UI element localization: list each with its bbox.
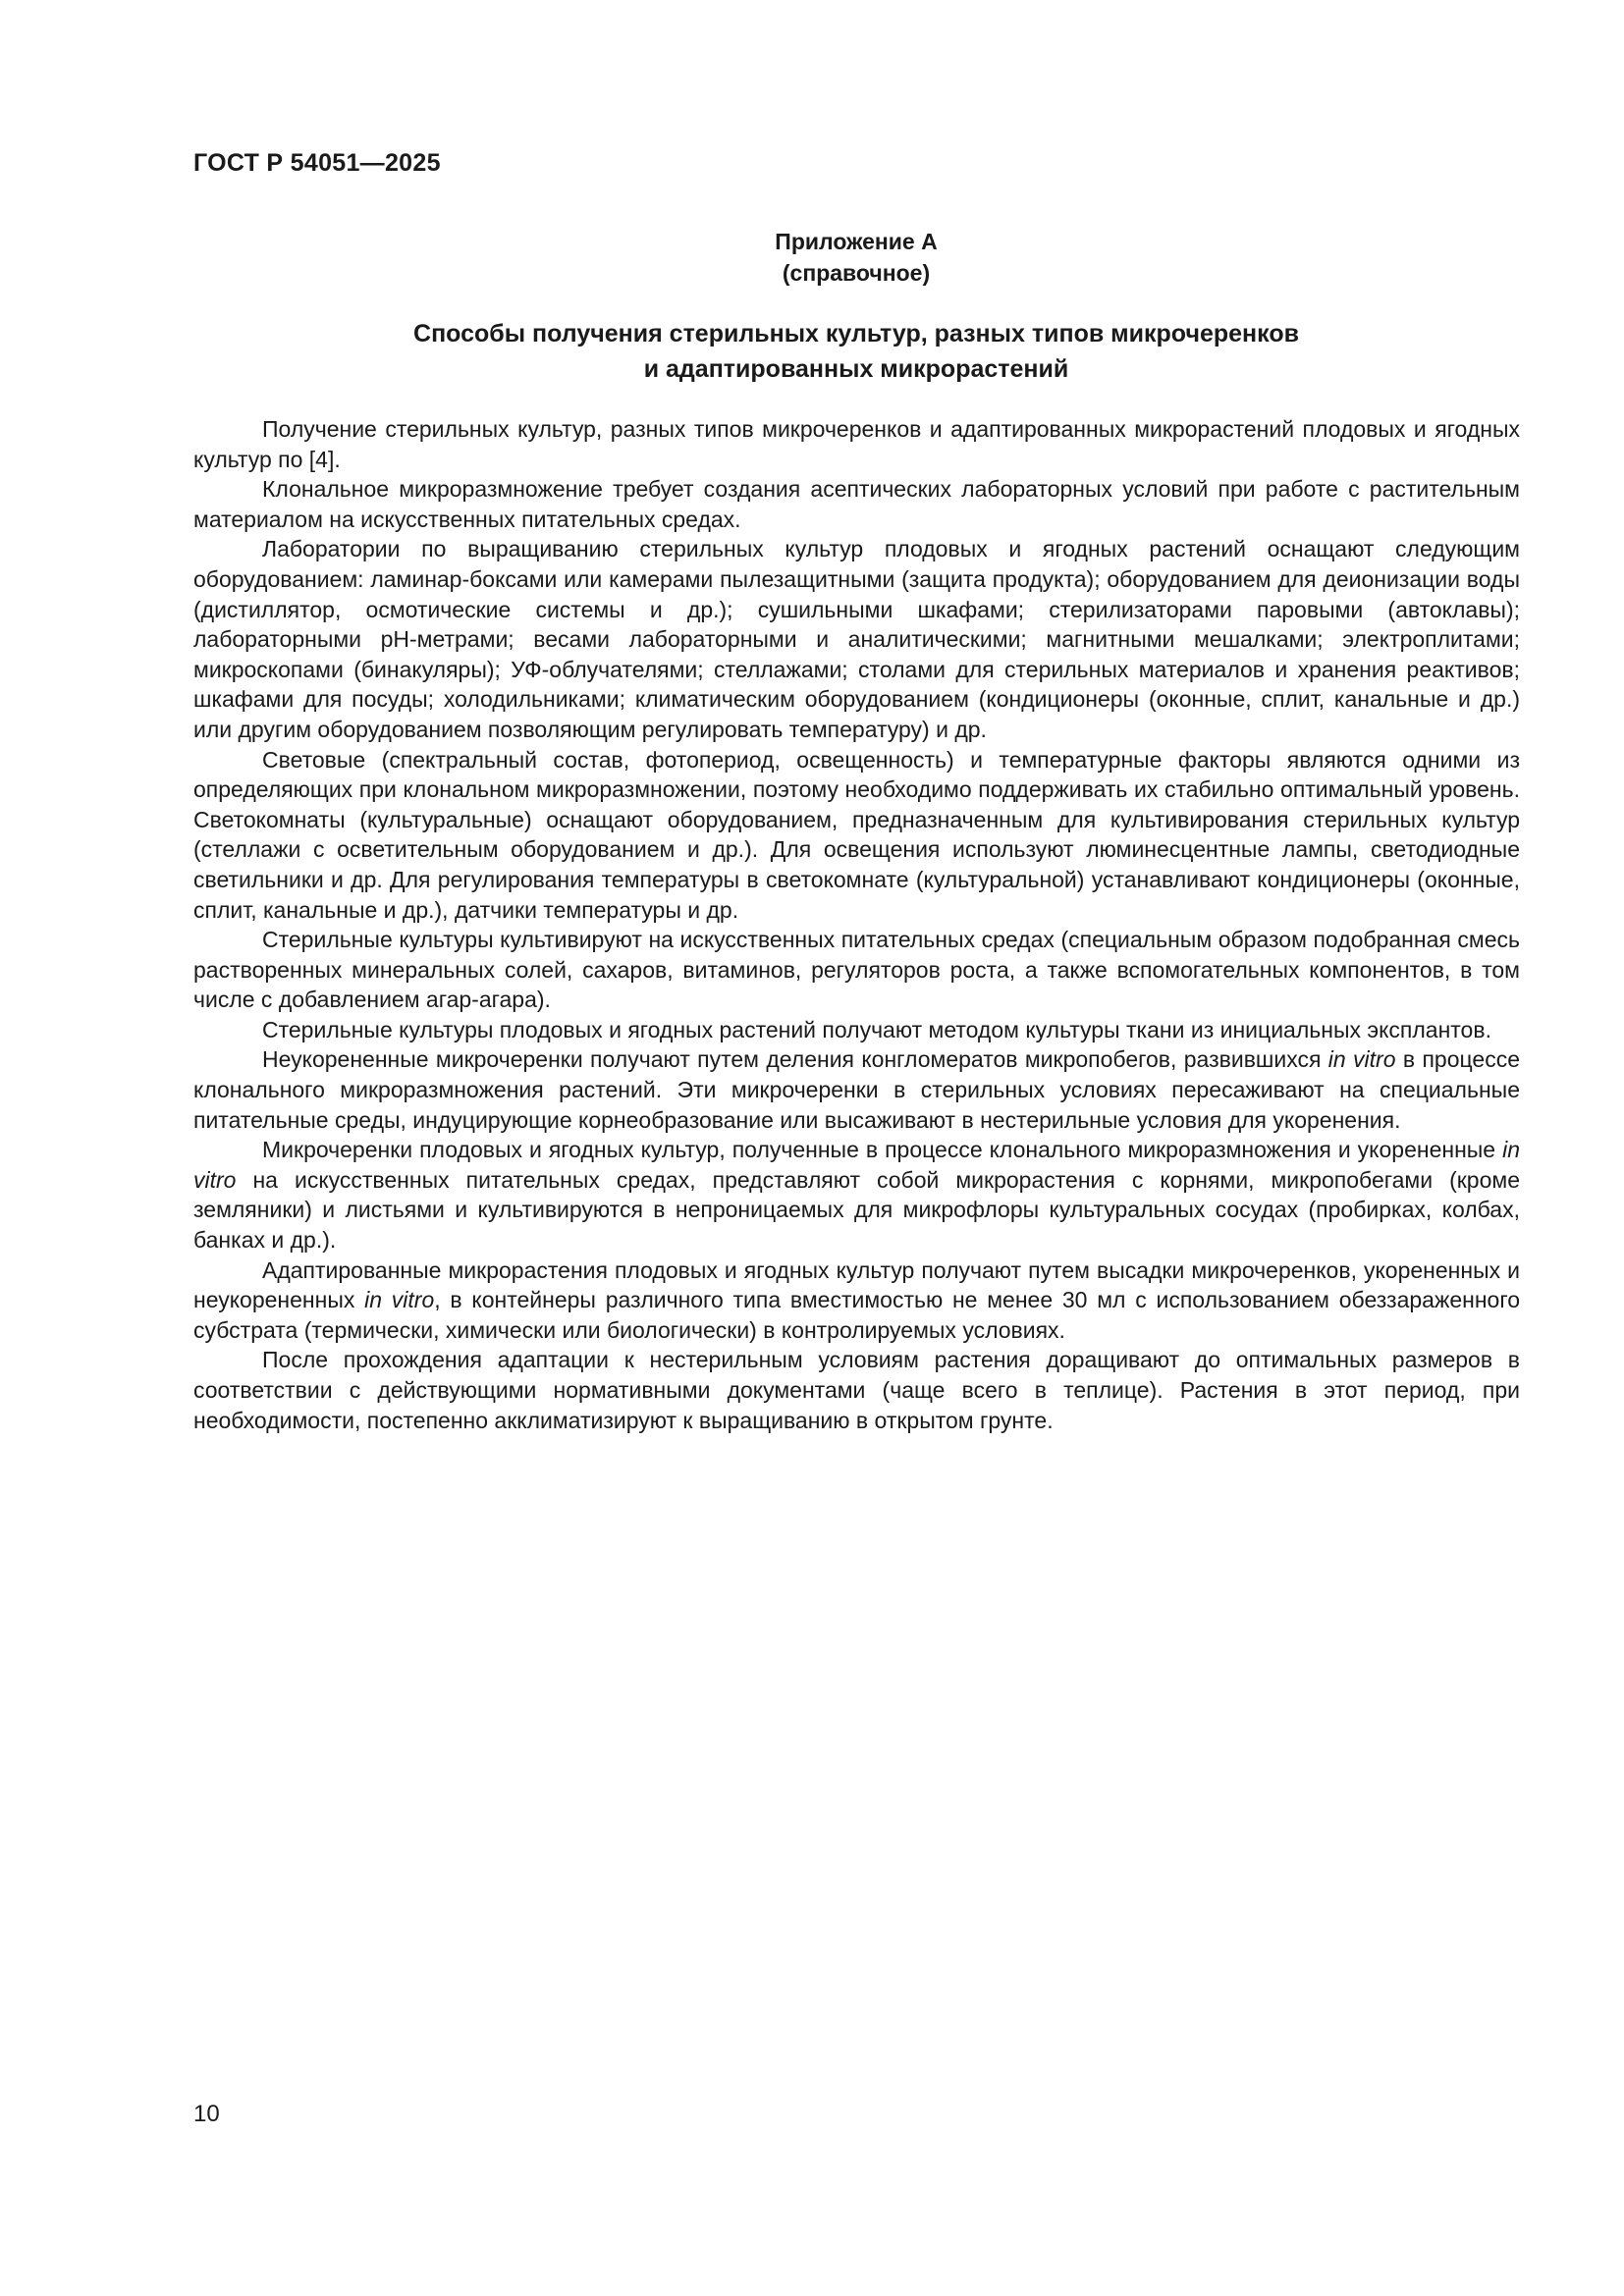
- paragraph-text: Клональное микроразмножение требует создания асептических лабораторных условий при работе с растительным материалом на искусственных питательных средах.: [193, 476, 1520, 532]
- paragraph-text: Неукорененные микрочеренки получают путем деления конгломератов микропобегов, развившихся: [262, 1046, 1328, 1073]
- body-text: [193, 414, 1520, 1435]
- paragraph: [193, 745, 1520, 926]
- paragraph: [193, 1345, 1520, 1435]
- paragraph-text: Микрочеренки плодовых и ягодных культур, полученные в процессе клонального микроразмножения и укорененные: [262, 1137, 1503, 1163]
- paragraph: [193, 925, 1520, 1015]
- annex-title-line-1: Способы получения стерильных культур, разных типов микрочеренков: [413, 320, 1299, 347]
- paragraph-text: Получение стерильных культур, разных типов микрочеренков и адаптированных микрорастений плодовых и ягодных культур по [4].: [193, 416, 1520, 472]
- paragraph-text: Световые (спектральный состав, фотопериод, освещенность) и температурные факторы являются одними из определяющих при клональном микроразмножении, поэтому необходимо поддерживать их стабильно оптимальный уровень. Светокомнаты (культуральные) оснащают оборудованием, предназначенным для культивирования стерильных культур (стеллажи с осветительным оборудованием и др.). Для освещения используют люминесцентные лампы, светодиодные светильники и др. Для регулирования температуры в светокомнате (культуральной) устанавливают кондиционеры (оконные, сплит, канальные и др.), датчики температуры и др.: [193, 746, 1520, 923]
- paragraph: [193, 474, 1520, 534]
- paragraph: [193, 534, 1520, 744]
- paragraph: [193, 1044, 1520, 1135]
- page-number: 10: [193, 2101, 220, 2127]
- annex-status: (справочное): [782, 260, 931, 286]
- paragraph-text: , в контейнеры различного типа вместимостью не менее 30 мл с использованием обеззараженного субстрата (термически, химически или биологически) в контролируемых условиях.: [193, 1287, 1520, 1343]
- paragraph-text: в процессе клонального микроразмножения растений. Эти микрочеренки в стерильных условиях пересаживают на специальные питательные среды, индуцирующие корнеобразование или высаживают в нестерильные условия для укоренения.: [193, 1046, 1520, 1133]
- latin-term: in vitro: [364, 1287, 435, 1313]
- paragraph-text: Стерильные культуры культивируют на искусственных питательных средах (специальным образом подобранная смесь растворенных минеральных солей, сахаров, витаминов, регуляторов роста, а также вспомогательных компонентов, в том числе с добавлением агар-агара).: [193, 927, 1520, 1013]
- paragraph-text: на искусственных питательных средах, представляют собой микрорастения с корнями, микропобегами (кроме земляники) и листьями и культивируются в непроницаемых для микрофлоры культуральных сосудах (пробирках, колбах, банках и др.).: [193, 1166, 1520, 1254]
- paragraph: [193, 1135, 1520, 1255]
- paragraph-text: После прохождения адаптации к нестерильным условиям растения доращивают до оптимальных размеров в соответствии с действующими нормативными документами (чаще всего в теплице). Растения в этот период, при необходимости, постепенно акклиматизируют к выращиванию в открытом грунте.: [193, 1347, 1520, 1433]
- annex-label: Приложение А: [775, 229, 938, 254]
- latin-term: in vitro: [1327, 1046, 1396, 1073]
- paragraph: [193, 1255, 1520, 1346]
- paragraph: [193, 1015, 1520, 1045]
- paragraph-text: Адаптированные микрорастения плодовых и ягодных культур получают путем высадки микрочеренков, укорененных и неукорененных: [193, 1256, 1520, 1313]
- annex-heading: [193, 226, 1519, 289]
- paragraph-text: Стерильные культуры плодовых и ягодных растений получают методом культуры ткани из инициальных эксплантов.: [262, 1016, 1491, 1042]
- paragraph-text: Лаборатории по выращиванию стерильных культур плодовых и ягодных растений оснащают следующим оборудованием: ламинар-боксами или камерами пылезащитными (защита продукта); оборудованием для деионизации воды (дистиллятор, осмотические системы и др.); сушильными шкафами; стерилизаторами паровыми (автоклавы); лабораторными pH-метрами; весами лабораторными и аналитическими; магнитными мешалками; электроплитами; микроскопами (бинакуляры); УФ-облучателями; стеллажами; столами для стерильных материалов и хранения реактивов; шкафами для посуды; холодильниками; климатическим оборудованием (кондиционеры (оконные, сплит, канальные и др.) или другим оборудованием позволяющим регулировать температуру) и др.: [193, 536, 1520, 742]
- annex-title: [193, 316, 1519, 387]
- annex-title-line-2: и адаптированных микрорастений: [643, 355, 1069, 383]
- document-code: ГОСТ Р 54051—2025: [193, 149, 441, 177]
- paragraph: [193, 414, 1520, 474]
- latin-term: in vitro: [193, 1137, 1520, 1193]
